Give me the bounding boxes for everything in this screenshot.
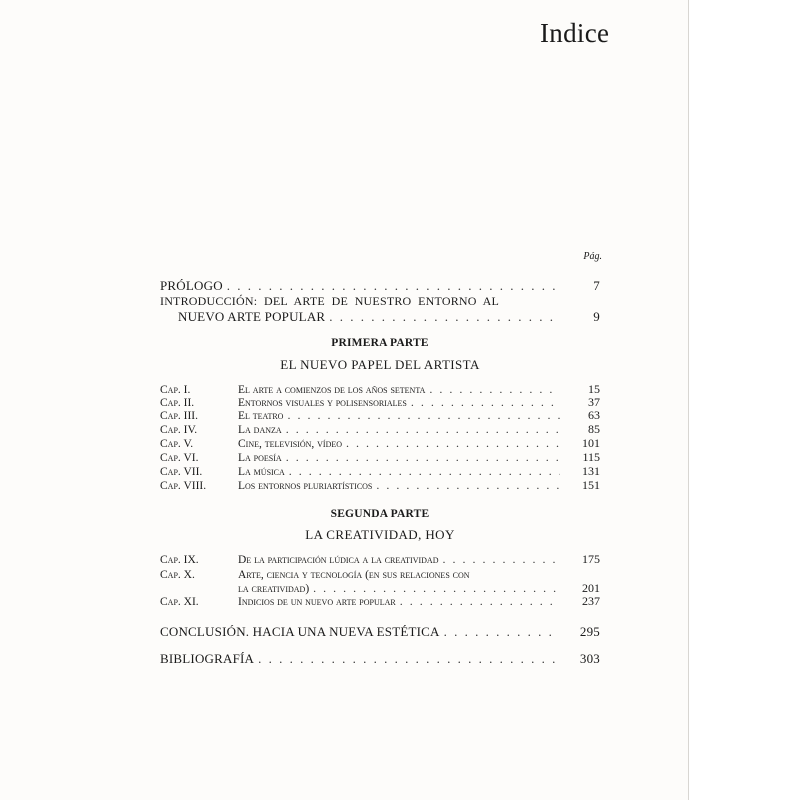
chapter-number: Cap. VI.	[160, 452, 199, 464]
leader-dots	[346, 437, 560, 450]
chapter-row	[160, 479, 600, 493]
chapter-title: La música	[238, 466, 285, 478]
leader-dots	[289, 465, 560, 478]
chapter-title: Arte, ciencia y tecnología (en sus relaciones con	[238, 569, 470, 581]
chapter-page: 115	[582, 450, 600, 464]
chapter-row	[160, 553, 600, 567]
chapter-page: 131	[582, 464, 600, 478]
leader-dots	[286, 451, 560, 464]
leader-dots	[313, 582, 560, 595]
toc-entry-title: BIBLIOGRAFÍA	[160, 651, 255, 666]
leader-dots	[429, 383, 560, 396]
leader-dots	[258, 652, 560, 665]
page-column-header: Pág.	[583, 251, 602, 262]
chapter-number: Cap. I.	[160, 384, 191, 396]
chapter-row	[160, 423, 600, 437]
leader-dots	[227, 279, 560, 292]
leader-dots	[444, 625, 560, 638]
toc-entry-conclusion	[160, 625, 600, 638]
chapter-number: Cap. XI.	[160, 596, 199, 608]
chapter-number: Cap. VII.	[160, 466, 203, 478]
leader-dots	[411, 396, 560, 409]
chapter-title: La danza	[238, 424, 282, 436]
chapter-page: 201	[582, 581, 600, 595]
toc-entry-page: 295	[579, 624, 600, 639]
chapter-number: Cap. III.	[160, 410, 199, 422]
toc-entry-introduccion	[178, 310, 600, 323]
chapter-title: Los entornos pluriartísticos	[238, 480, 373, 492]
chapter-number: Cap. IX.	[160, 554, 199, 566]
chapter-page: 101	[582, 436, 600, 450]
chapter-number: Cap. VIII.	[160, 480, 207, 492]
chapter-row	[160, 451, 600, 465]
leader-dots	[400, 595, 560, 608]
chapter-title: Entornos visuales y polisensoriales	[238, 397, 407, 409]
part-subtitle-primera: EL NUEVO PAPEL DEL ARTISTA	[280, 357, 480, 372]
chapter-page: 63	[588, 408, 600, 422]
chapter-page: 175	[582, 552, 600, 566]
part-heading-primera: PRIMERA PARTE	[331, 337, 429, 349]
chapter-row	[160, 409, 600, 423]
chapter-title: De la participación lúdica a la creatividad	[238, 554, 439, 566]
chapter-title: Cine, televisión, vídeo	[238, 438, 343, 450]
part-heading-segunda: SEGUNDA PARTE	[330, 508, 430, 520]
toc-entry-page: 7	[593, 278, 600, 293]
part-subtitle-segunda: LA CREATIVIDAD, HOY	[305, 527, 455, 542]
chapter-row	[160, 569, 600, 582]
chapter-page: 15	[588, 382, 600, 396]
toc-entry-bibliografia	[160, 652, 600, 665]
toc-entry-page: 9	[593, 309, 600, 324]
chapter-row	[160, 396, 600, 410]
chapter-number: Cap. V.	[160, 438, 194, 450]
toc-entry-title: CONCLUSIÓN. HACIA UNA NUEVA ESTÉTICA	[160, 624, 440, 639]
toc-entry-title: NUEVO ARTE POPULAR	[178, 309, 326, 324]
chapter-row-continuation	[238, 582, 600, 596]
leader-dots	[287, 409, 560, 422]
chapter-row	[160, 465, 600, 479]
leader-dots	[376, 479, 560, 492]
chapter-page: 237	[582, 594, 600, 608]
chapter-title: Indicios de un nuevo arte popular	[238, 596, 396, 608]
chapter-title: El teatro	[238, 410, 284, 422]
chapter-title: La poesía	[238, 452, 282, 464]
leader-dots	[286, 423, 560, 436]
chapter-title: la creatividad)	[238, 583, 310, 595]
toc-entry-prologo	[160, 279, 600, 292]
chapter-number: Cap. IV.	[160, 424, 198, 436]
leader-dots	[329, 310, 560, 323]
toc-entry-page: 303	[579, 651, 600, 666]
leader-dots	[443, 553, 561, 566]
chapter-page: 151	[582, 478, 600, 492]
page-edge	[688, 0, 800, 800]
chapter-page: 37	[588, 395, 600, 409]
page-title: Indice	[540, 18, 610, 48]
chapter-page: 85	[588, 422, 600, 436]
chapter-row	[160, 595, 600, 609]
chapter-number: Cap. X.	[160, 569, 195, 581]
chapter-number: Cap. II.	[160, 397, 195, 409]
chapter-title: El arte a comienzos de los años setenta	[238, 384, 426, 396]
chapter-row	[160, 383, 600, 397]
toc-entry-introduccion-line1: INTRODUCCIÓN: DEL ARTE DE NUESTRO ENTORNO AL	[160, 294, 500, 308]
toc-entry-title: PRÓLOGO	[160, 278, 223, 293]
chapter-row	[160, 437, 600, 451]
